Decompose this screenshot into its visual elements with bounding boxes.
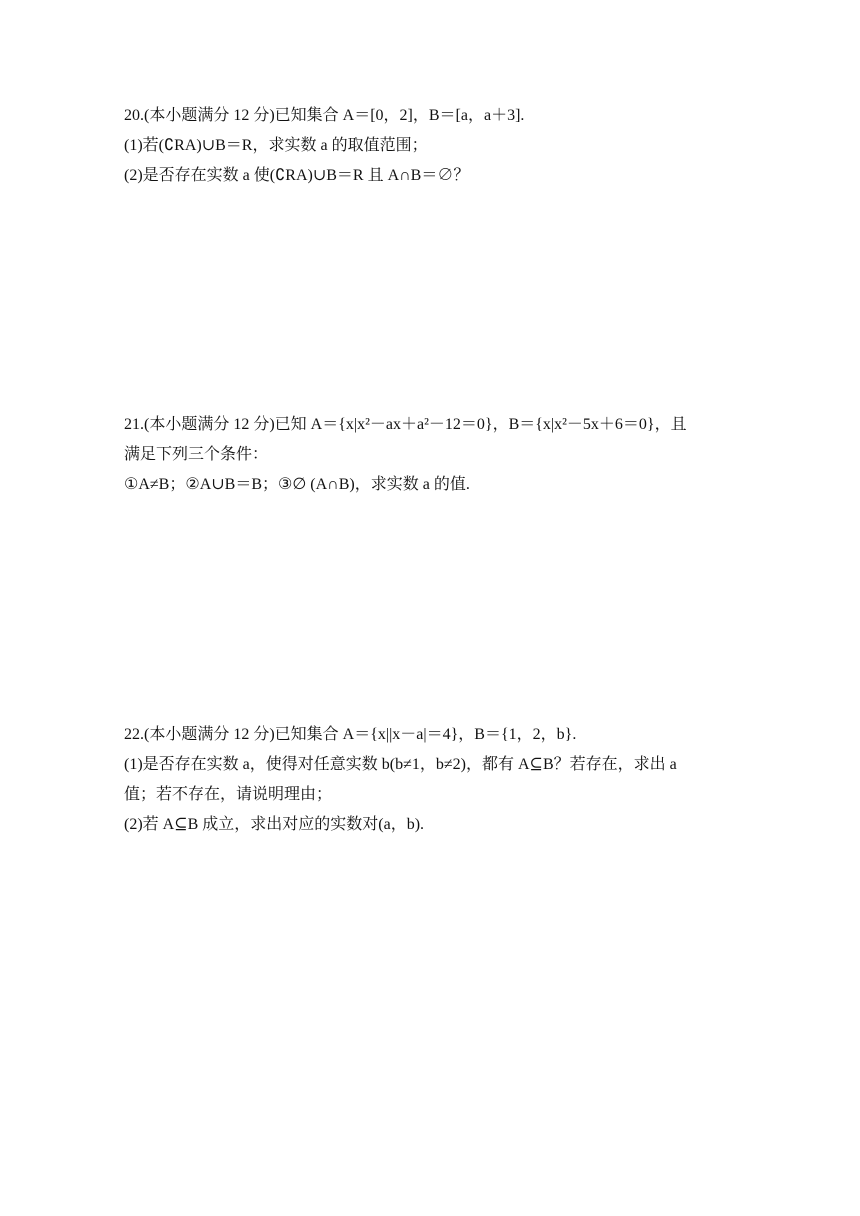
problem-22-part-1-continued: 值；若不存在，请说明理由； bbox=[124, 786, 333, 803]
problem-20-part-2: (2)是否存在实数 a 使(∁RA)∪B＝R 且 A∩B＝∅？ bbox=[124, 167, 470, 184]
problem-21-statement: 21.(本小题满分 12 分)已知 A＝{x|x²－ax＋a²－12＝0}，B＝{x|x²－5x＋6＝0}，且 bbox=[124, 416, 687, 433]
problem-20-part-1: (1)若(∁RA)∪B＝R，求实数 a 的取值范围； bbox=[124, 137, 428, 154]
problem-20 bbox=[124, 101, 764, 191]
problem-21-conditions: ①A≠B；②A∪B＝B；③∅ (A∩B)，求实数 a 的值. bbox=[124, 476, 470, 493]
problem-22-statement: 22.(本小题满分 12 分)已知集合 A＝{x||x－a|＝4}，B＝{1，2，b}. bbox=[124, 726, 577, 743]
problem-21-statement-continued: 满足下列三个条件： bbox=[124, 446, 269, 463]
problem-22-part-1: (1)是否存在实数 a，使得对任意实数 b(b≠1，b≠2)，都有 A⊆B？若存在，求出 a bbox=[124, 756, 677, 773]
problem-20-statement: 20.(本小题满分 12 分)已知集合 A＝[0，2]，B＝[a，a＋3]. bbox=[124, 107, 525, 124]
problem-22-part-2: (2)若 A⊆B 成立，求出对应的实数对(a，b). bbox=[124, 816, 425, 833]
problem-21 bbox=[124, 410, 764, 500]
problem-22 bbox=[124, 720, 764, 840]
